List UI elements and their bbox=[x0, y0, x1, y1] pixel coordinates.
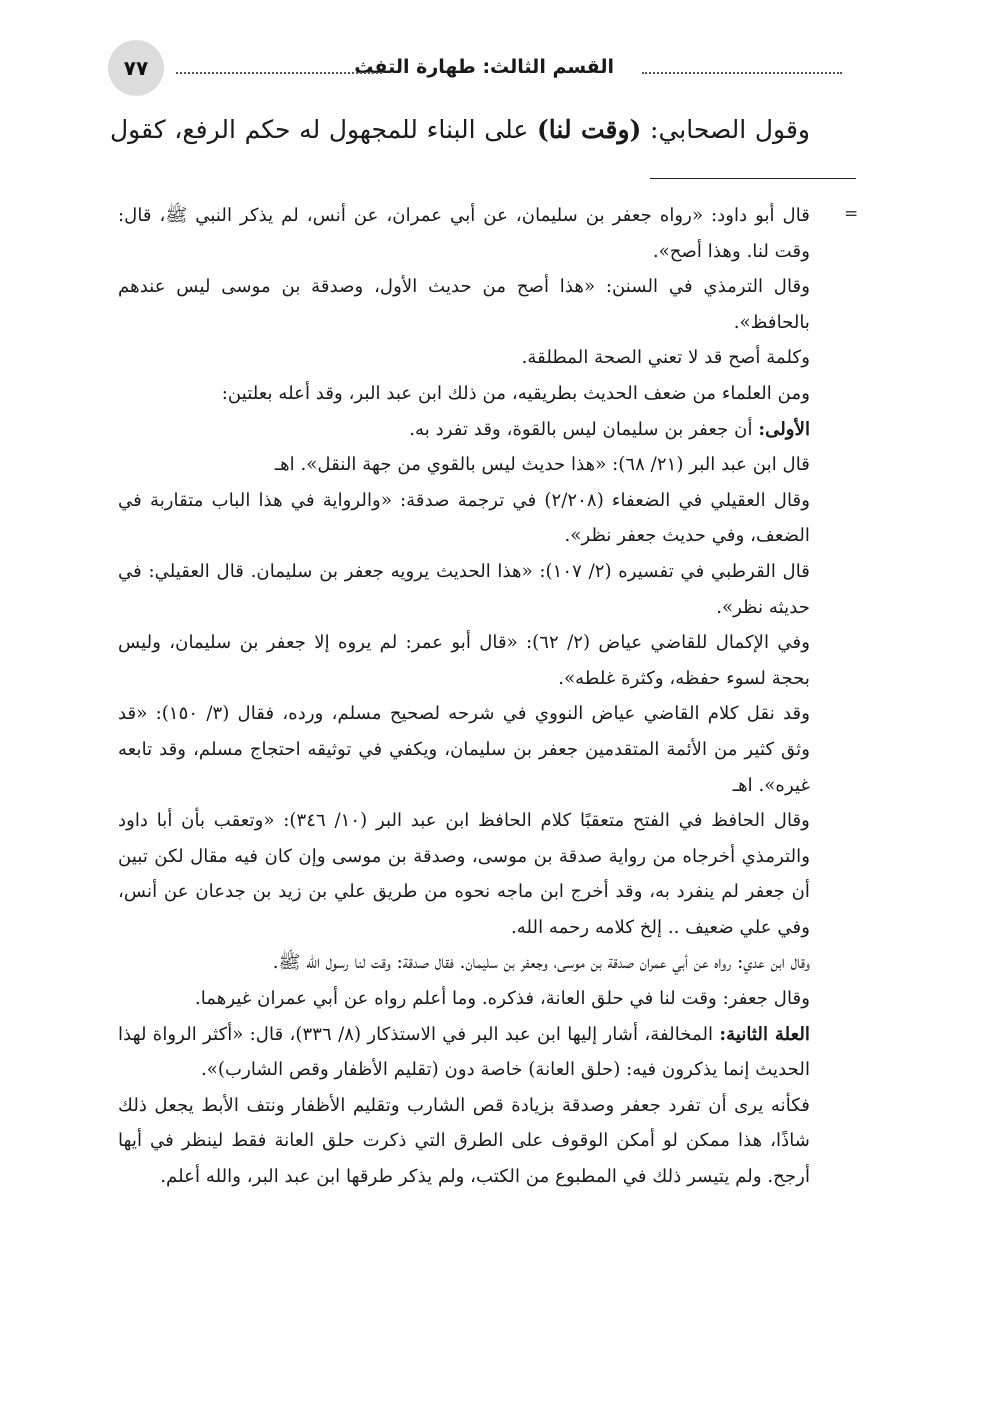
footnote-paragraph: وفي الإكمال للقاضي عياض (٢/ ٦٢): «قال أبو عمر: لم يروه إلا جعفر بن سليمان، وليس بحجة لسوء حفظه، وكثرة غلطه». bbox=[118, 632, 810, 689]
footnote-paragraph: وكلمة أصح قد لا تعني الصحة المطلقة. bbox=[521, 347, 810, 369]
footnote-paragraph: قال ابن عبد البر (٢١/ ٦٨): «هذا حديث ليس بالقوي من جهة النقل». اهـ bbox=[274, 454, 810, 476]
footnote-paragraph: فكأنه يرى أن تفرد جعفر وصدقة بزيادة قص الشارب وتقليم الأظفار ونتف الأبط يجعل ذلك شاذًا، هذا ممكن لو أمكن الوقوف على الطرق التي ذكرت حلق العانة فقط لينظر في أيها أرجح. ولم يتيسر ذلك في المطبوع من الكتب، ولم يذكر طرقها ابن عبد البر، والله أعلم. bbox=[118, 1094, 810, 1188]
page-number: ٧٧ bbox=[123, 56, 149, 80]
header-title: القسم الثالث: طهارة التفث bbox=[344, 56, 624, 78]
footnote-paragraph bbox=[118, 1017, 810, 1088]
second-defect-text: المخالفة، أشار إليها ابن عبد البر في الاستذكار (٨/ ٣٣٦)، قال: «أكثر الرواة لهذا الحديث إنما يذكرون فيه: (حلق العانة) خاصة دون (تقليم الأظفار وقص الشارب)». bbox=[118, 1023, 810, 1081]
footnote-paragraph: قال أبو داود: «رواه جعفر بن سليمان، عن أبي عمران، عن أنس، لم يذكر النبي ﷺ، قال: وقت لنا. وهذا أصح». bbox=[118, 205, 810, 262]
main-text-quote: (وقت لنا) bbox=[536, 115, 642, 144]
first-defect-text: أن جعفر بن سليمان ليس بالقوة، وقد تفرد به. bbox=[409, 418, 759, 440]
page-number-badge bbox=[108, 40, 164, 96]
main-text-end: على البناء للمجهول له حكم الرفع، كقول bbox=[110, 115, 537, 144]
footnote-paragraph bbox=[118, 412, 810, 448]
second-defect-label: العلة الثانية: bbox=[719, 1023, 810, 1045]
footnote-continuation-mark: = bbox=[844, 204, 859, 224]
main-text-start: وقول الصحابي: bbox=[641, 115, 810, 144]
main-text-line bbox=[110, 108, 810, 152]
footnote-paragraph: وقال جعفر: وقت لنا في حلق العانة، فذكره. وما أعلم رواه عن أبي عمران غيرهما. bbox=[194, 988, 810, 1010]
footnote-paragraph: وقال الحافظ في الفتح متعقبًا كلام الحافظ ابن عبد البر (١٠/ ٣٤٦): «وتعقب بأن أبا داود والترمذي أخرجاه من رواية صدقة بن موسى، وصدقة بن موسى وإن كان فيه مقال لكن تبين أن جعفر لم ينفرد به، وقد أخرج ابن ماجه نحوه من طريق علي بن زيد بن جدعان عن أنس، وفي علي ضعيف .. إلخ كلامه رحمه الله. bbox=[118, 810, 810, 938]
header-dotted-leader-left bbox=[176, 72, 382, 74]
footnote-paragraph: وقال الترمذي في السنن: «هذا أصح من حديث الأول، وصدقة بن موسى ليس عندهم بالحافظ». bbox=[118, 276, 810, 333]
footnote-paragraph: وقال العقيلي في الضعفاء (٢/٢٠٨) في ترجمة صدقة: «والرواية في هذا الباب متقاربة في الضعف، وفي حديث جعفر نظر». bbox=[118, 489, 810, 547]
running-header bbox=[108, 40, 842, 96]
first-defect-label: الأولى: bbox=[758, 418, 810, 440]
footnote-paragraph: وقال ابن عدي: رواه عن أبي عمران صدقة بن موسى، وجعفر بن سليمان. فقال صدقة: وقت لنا رسول الله ﷺ. bbox=[272, 952, 810, 974]
footnote-paragraph: ومن العلماء من ضعف الحديث بطريقيه، من ذلك ابن عبد البر، وقد أعله بعلتين: bbox=[221, 382, 810, 404]
footnote-paragraph: وقد نقل كلام القاضي عياض النووي في شرحه لصحيح مسلم، ورده، فقال (٣/ ١٥٠): «قد وثق كثير من الأئمة المتقدمين جعفر بن سليمان، ويكفي في توثيقه احتجاج مسلم، وقد تابعه غيره». اهـ bbox=[118, 703, 810, 796]
footnote-paragraph: قال القرطبي في تفسيره (٢/ ١٠٧): «هذا الحديث يرويه جعفر بن سليمان. قال العقيلي: في حديثه نظر». bbox=[118, 560, 810, 618]
footnote-separator bbox=[650, 178, 856, 179]
footnotes bbox=[118, 198, 810, 1195]
header-dotted-leader-right bbox=[642, 72, 842, 74]
